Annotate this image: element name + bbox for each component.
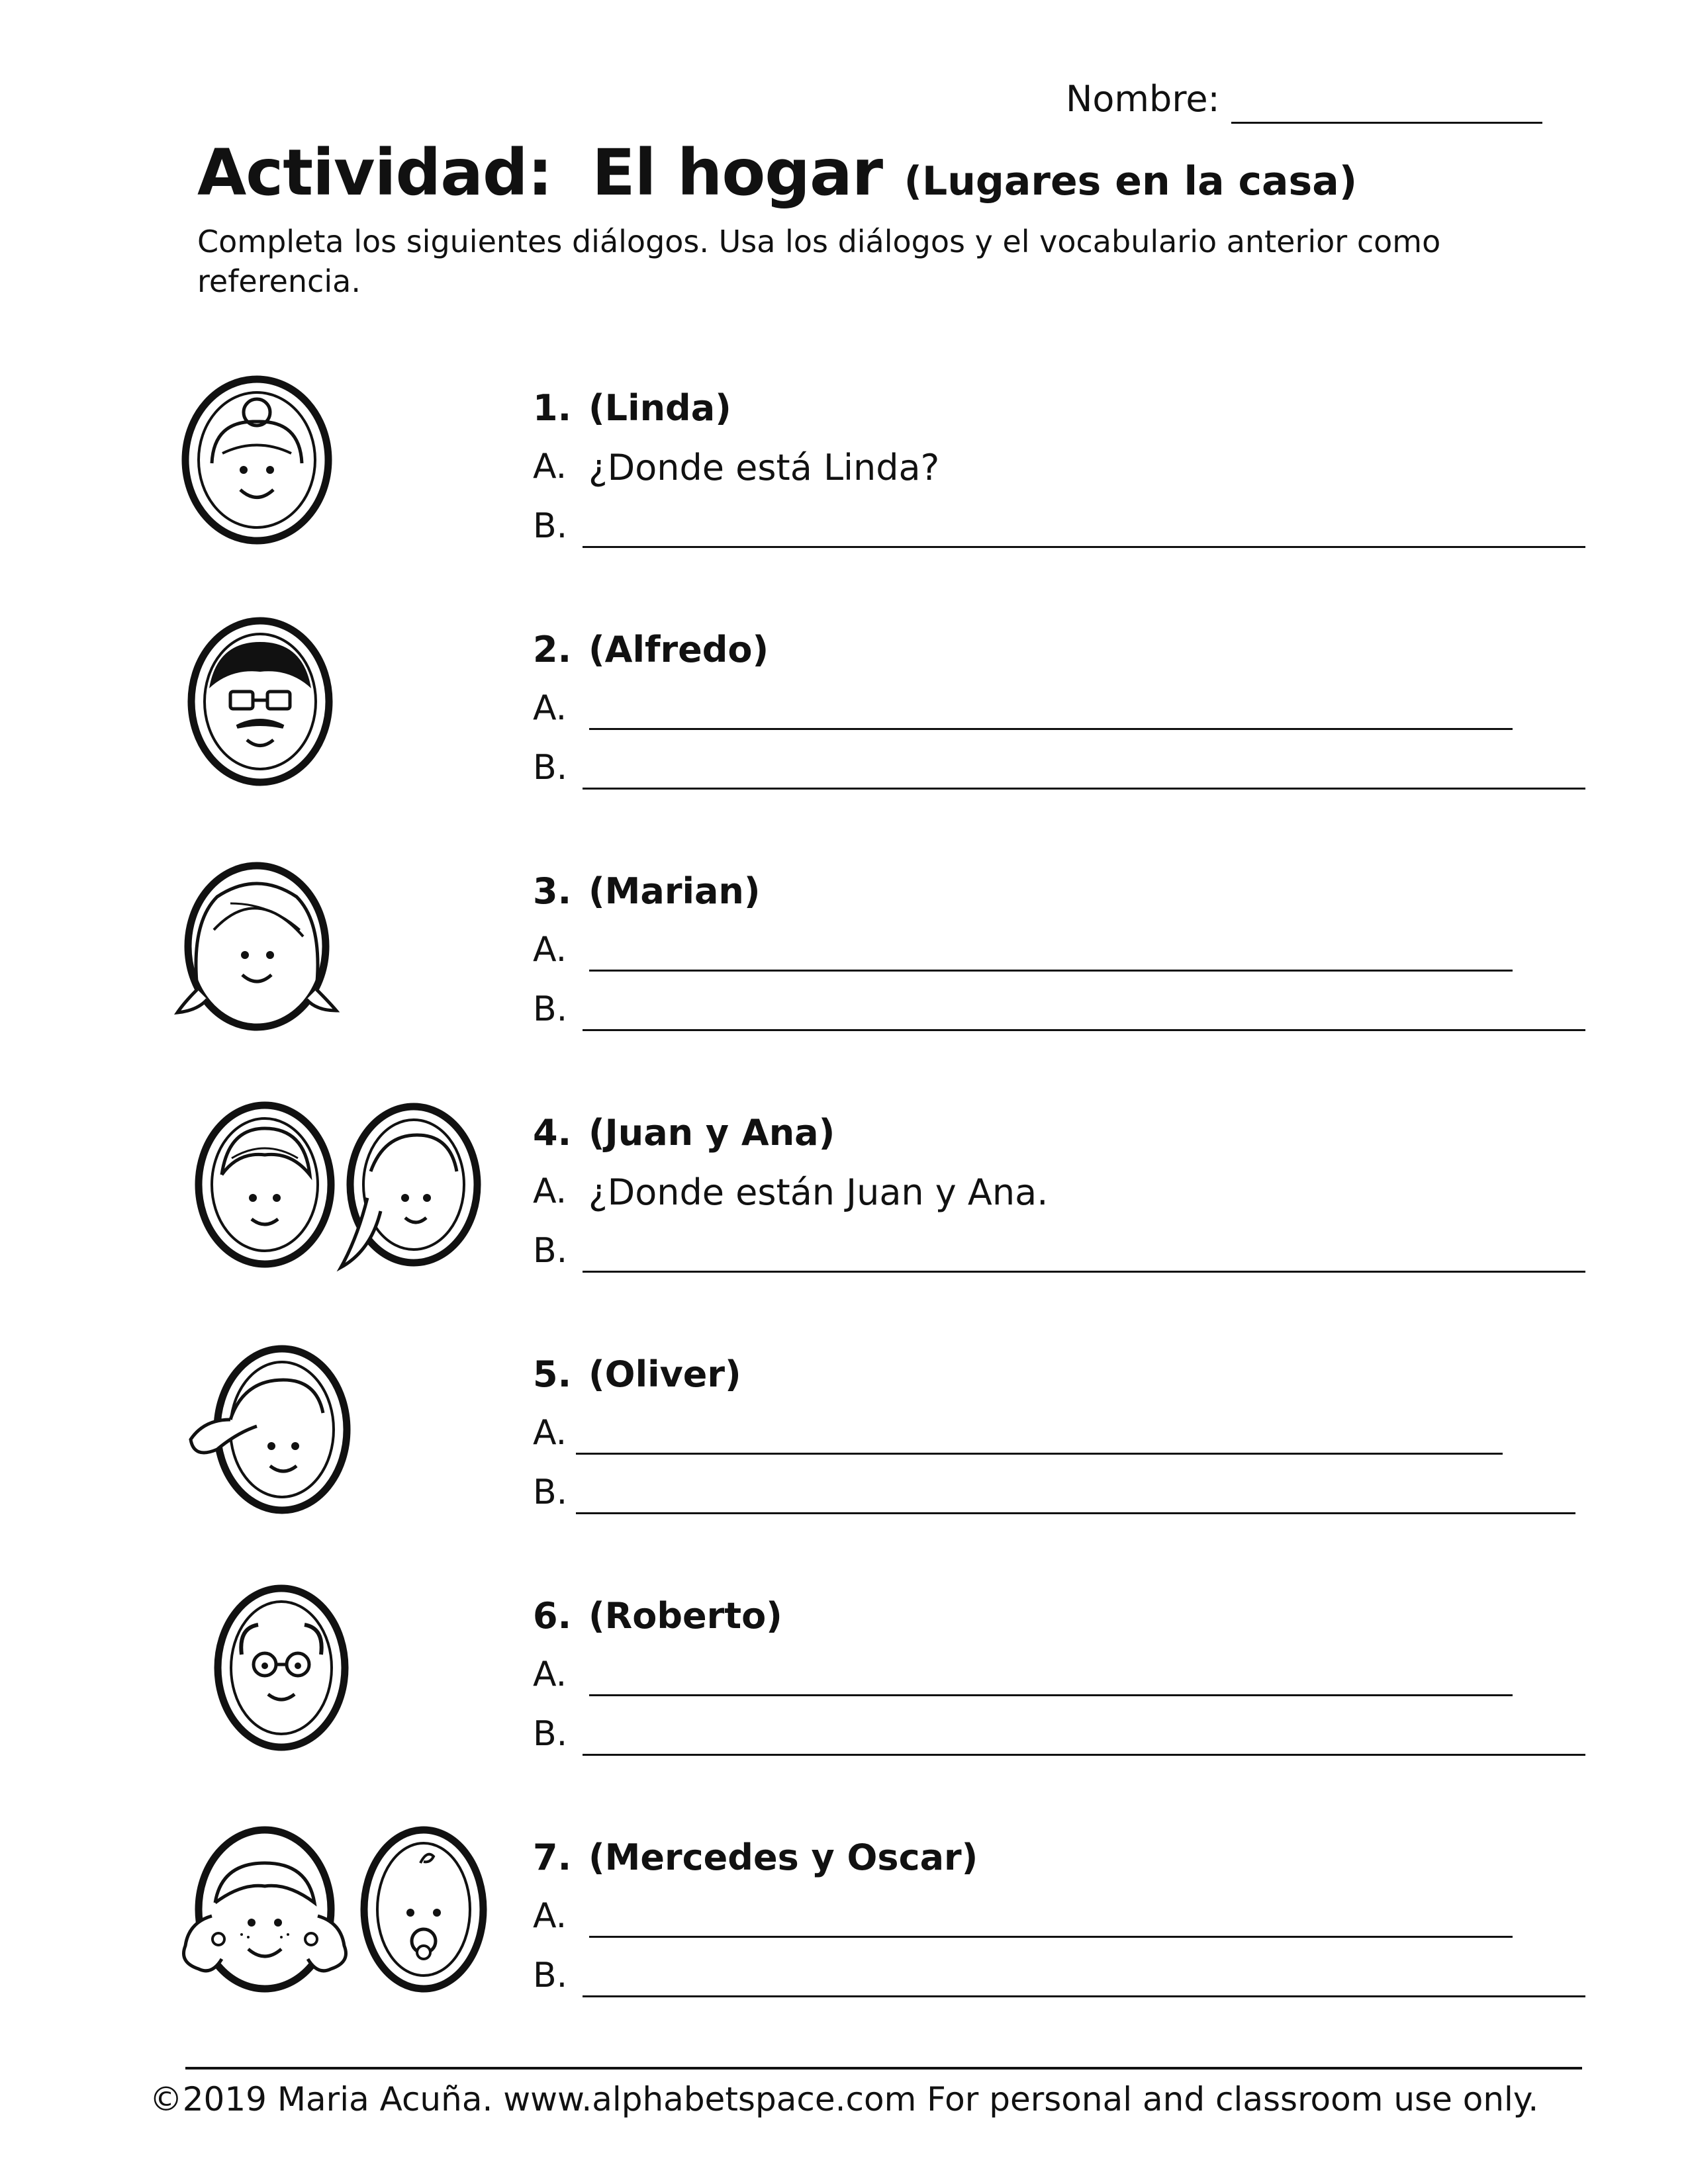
answer-line-a[interactable] [589, 1936, 1513, 1938]
portrait-group [165, 1823, 536, 2022]
dialogue-item [0, 1340, 1688, 1539]
answer-line-b[interactable] [576, 1512, 1575, 1514]
line-a-label: A. [533, 688, 567, 728]
instructions: Completa los siguientes diálogos. Usa los diálogos y el vocabulario anterior como referencia. [197, 224, 1441, 299]
portrait-juan-icon [192, 1099, 338, 1271]
page-title [197, 136, 1357, 210]
portrait-group [165, 857, 536, 1056]
footer-copyright: ©2019 Maria Acuña. www.alphabetspace.com For personal and classroom use only. [149, 2080, 1539, 2118]
line-b [533, 1956, 1592, 2002]
line-a [533, 1171, 1592, 1218]
line-b-label: B. [533, 989, 568, 1029]
portrait-mercedes-icon [175, 1823, 354, 1995]
line-b [533, 1231, 1592, 1277]
dialogue-item [0, 857, 1688, 1056]
question-number: 2. [533, 629, 572, 670]
line-b-label: B. [533, 1473, 568, 1512]
portrait-alfredo-icon [184, 615, 336, 788]
line-b [533, 989, 1592, 1036]
line-a [533, 1413, 1592, 1459]
dialogue-item [0, 1823, 1688, 2022]
line-a-label: A. [533, 930, 567, 970]
portrait-group [165, 374, 536, 572]
answer-line-a[interactable] [576, 1453, 1503, 1455]
line-b-label: B. [533, 1956, 568, 1995]
answer-line-b[interactable] [583, 1271, 1585, 1273]
question-name: (Mercedes y Oscar) [588, 1837, 978, 1878]
line-b-label: B. [533, 506, 568, 546]
answer-line-b[interactable] [583, 1029, 1585, 1031]
portrait-roberto-icon [212, 1582, 351, 1754]
title-main: Actividad: [197, 136, 553, 210]
portrait-ana-icon [331, 1099, 483, 1277]
question-name: (Alfredo) [588, 629, 769, 670]
name-label: Nombre: [1066, 78, 1220, 120]
portrait-group [165, 1099, 536, 1297]
line-a-label: A. [533, 1171, 567, 1211]
line-a [533, 930, 1592, 976]
line-b [533, 748, 1592, 794]
question-number: 6. [533, 1595, 572, 1637]
question-name: (Oliver) [588, 1353, 741, 1395]
dialogue-item [0, 615, 1688, 814]
line-b-label: B. [533, 1231, 568, 1271]
dialogue-item [0, 1099, 1688, 1297]
question-number: 5. [533, 1353, 572, 1395]
answer-line-a[interactable] [589, 728, 1513, 730]
answer-line-a[interactable] [589, 970, 1513, 972]
dialogue-item [0, 374, 1688, 572]
answer-line-b[interactable] [583, 1995, 1585, 1997]
footer-divider [185, 2067, 1582, 2070]
name-field[interactable] [1231, 122, 1542, 124]
line-a [533, 688, 1592, 735]
portrait-group [165, 1582, 536, 1780]
line-a-label: A. [533, 1655, 567, 1694]
question-title [533, 1837, 978, 1878]
portrait-linda-icon [177, 374, 336, 546]
question-title [533, 1112, 835, 1154]
title-subtitle: (Lugares en la casa) [904, 158, 1358, 205]
line-a [533, 1896, 1592, 1942]
portrait-oscar-icon [357, 1823, 490, 1995]
question-title [533, 1353, 741, 1395]
question-number: 4. [533, 1112, 572, 1154]
line-b [533, 1473, 1592, 1519]
question-name: (Juan y Ana) [588, 1112, 835, 1154]
question-title [533, 629, 769, 670]
question-title [533, 870, 761, 912]
line-a-text: ¿Donde está Linda? [588, 447, 940, 488]
answer-line-b[interactable] [583, 546, 1585, 548]
question-title [533, 1595, 782, 1637]
portrait-oliver-icon [184, 1340, 356, 1519]
question-name: (Linda) [588, 387, 731, 429]
line-a-label: A. [533, 1896, 567, 1936]
answer-line-b[interactable] [583, 788, 1585, 790]
question-title [533, 387, 731, 429]
line-a [533, 1655, 1592, 1701]
line-a [533, 447, 1592, 493]
title-topic: El hogar [592, 136, 883, 210]
question-name: (Roberto) [588, 1595, 782, 1637]
question-number: 7. [533, 1837, 572, 1878]
answer-line-b[interactable] [583, 1754, 1585, 1756]
question-number: 1. [533, 387, 572, 429]
portrait-group [165, 615, 536, 814]
line-b-label: B. [533, 1714, 568, 1754]
answer-line-a[interactable] [589, 1694, 1513, 1696]
dialogue-item [0, 1582, 1688, 1780]
question-number: 3. [533, 870, 572, 912]
line-b [533, 1714, 1592, 1760]
portrait-group [165, 1340, 536, 1539]
line-b [533, 506, 1592, 553]
portrait-marian-icon [171, 857, 343, 1036]
line-a-label: A. [533, 447, 567, 486]
question-name: (Marian) [588, 870, 761, 912]
line-b-label: B. [533, 748, 568, 788]
line-a-label: A. [533, 1413, 567, 1453]
line-a-text: ¿Donde están Juan y Ana. [588, 1171, 1049, 1213]
